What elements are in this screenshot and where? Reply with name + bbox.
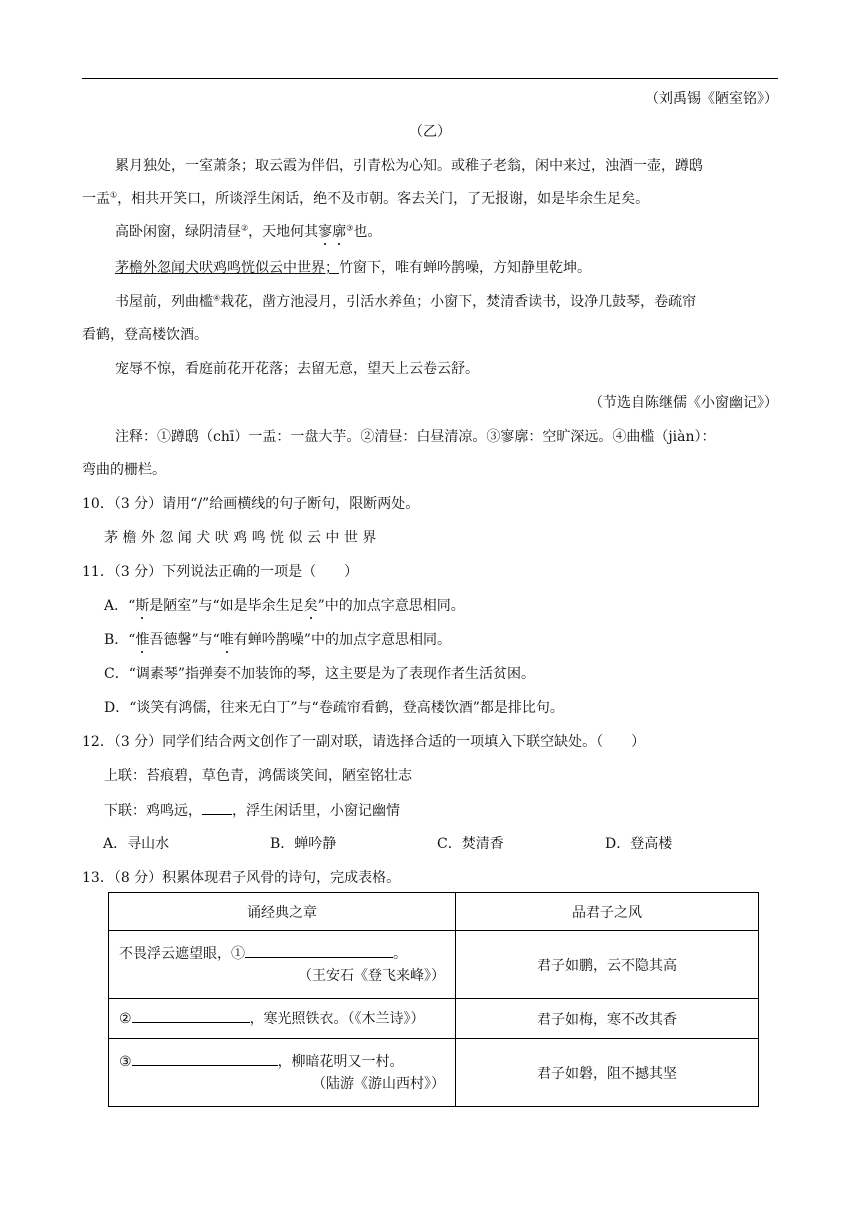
section-label: （乙） [409, 124, 451, 140]
q12-option-b[interactable]: B．蝉吟静 [270, 836, 337, 852]
q13-stem: 13．（8 分）积累体现君子风骨的诗句，完成表格。 [82, 870, 401, 886]
q11-option-a[interactable]: A．“斯是陋室”与“如是毕余生足矣”中的加点字意思相同。 [104, 598, 465, 614]
passage-p2: 高卧闲窗，绿阴清昼②，天地何其寥廓③也。 [115, 223, 382, 240]
table-row1-left: 不畏浮云遮望眼，① 。 （王安石《登飞来峰》） [109, 931, 456, 999]
q13-table [108, 892, 759, 1107]
table-header-left: 诵经典之章 [109, 893, 456, 931]
q11-option-b[interactable]: B．“惟吾德馨”与“唯有蝉吟鹊噪”中的加点字意思相同。 [104, 632, 451, 648]
q10-sentence: 茅 檐 外 忽 闻 犬 吠 鸡 鸣 恍 似 云 中 世 界 [104, 530, 377, 546]
table-row2-right: 君子如梅，寒不改其香 [456, 999, 759, 1039]
passage-p5: 宠辱不惊，看庭前花开花落；去留无意，望天上云卷云舒。 [115, 361, 479, 377]
footnote-marker: ② [241, 223, 249, 233]
table-row1-right: 君子如鹏，云不隐其高 [456, 931, 759, 999]
q11-option-c[interactable]: C．“调素琴”指弹奏不加装饰的琴，这主要是为了表现作者生活贫困。 [104, 666, 536, 682]
header-rule [82, 78, 778, 79]
answer-blank-1[interactable] [245, 943, 393, 958]
passage-p4-line1: 书屋前，列曲槛④栽花，凿方池浸月，引活水养鱼；小窗下，焚清香读书，设净几鼓琴，卷疏帘 [115, 293, 697, 310]
q12-option-c[interactable]: C．焚清香 [437, 836, 504, 852]
table-row3-left: ③ ，柳暗花明又一村。 （陆游《游山西村》） [109, 1039, 456, 1107]
passage-source: （节选自陈继儒《小窗幽记》） [589, 395, 778, 411]
passage-p1-line1: 累月独处，一室萧条；取云霞为伴侣，引青松为心知。或稚子老翁，闲中来过，浊酒一壶，蹲鸱 [115, 158, 703, 174]
table-row3-right: 君子如磐，阻不撼其坚 [456, 1039, 759, 1107]
source-top: （刘禹锡《陋室铭》） [645, 91, 778, 107]
answer-blank-2[interactable] [132, 1008, 250, 1023]
passage-p3: 茅檐外忽闻犬吠鸡鸣恍似云中世界；竹窗下，唯有蝉吟鹊噪，方知静里乾坤。 [115, 260, 591, 276]
table-row2-left: ② ，寒光照铁衣。（《木兰诗》） [109, 999, 456, 1039]
footnote-marker: ① [110, 190, 118, 200]
q12-upper-couplet: 上联：苔痕碧，草色青，鸿儒谈笑间，陋室铭壮志 [104, 768, 412, 784]
q12-options [103, 834, 723, 854]
q11-option-d[interactable]: D．“谈笑有鸿儒，往来无白丁”与“卷疏帘看鹤，登高楼饮酒”都是排比句。 [104, 700, 564, 716]
couplet-blank [202, 800, 232, 815]
q11-stem: 11．（3 分）下列说法正确的一项是（ ） [82, 564, 359, 580]
answer-blank-3[interactable] [132, 1051, 278, 1066]
q10-stem: 10．（3 分）请用“/”给画横线的句子断句，限断两处。 [82, 496, 420, 512]
passage-p4-line2: 看鹤，登高楼饮酒。 [82, 327, 208, 343]
q12-lower-couplet: 下联：鸡鸣远， ，浮生闲话里，小窗记幽情 [104, 800, 800, 821]
notes-line2: 弯曲的栅栏。 [82, 462, 166, 478]
footnote-marker: ④ [213, 293, 221, 303]
q12-stem: 12．（3 分）同学们结合两文创作了一副对联，请选择合适的一项填入下联空缺处。（ ） [82, 734, 646, 750]
table-header-right: 品君子之风 [456, 893, 759, 931]
footnote-marker: ③ [346, 223, 354, 233]
passage-p1-line2: 一盂①，相共开笑口，所谈浮生闲话，绝不及市朝。客去关门，了无报谢，如是毕余生足矣。 [82, 190, 650, 207]
underlined-sentence: 茅檐外忽闻犬吠鸡鸣恍似云中世界； [115, 260, 339, 276]
q12-option-a[interactable]: A．寻山水 [103, 836, 170, 852]
q12-option-d[interactable]: D．登高楼 [605, 836, 673, 852]
notes-line1: 注释：①蹲鸱（chī）一盂：一盘大芋。②清昼：白昼清凉。③寥廓：空旷深远。④曲槛（jiàn）： [115, 429, 716, 445]
